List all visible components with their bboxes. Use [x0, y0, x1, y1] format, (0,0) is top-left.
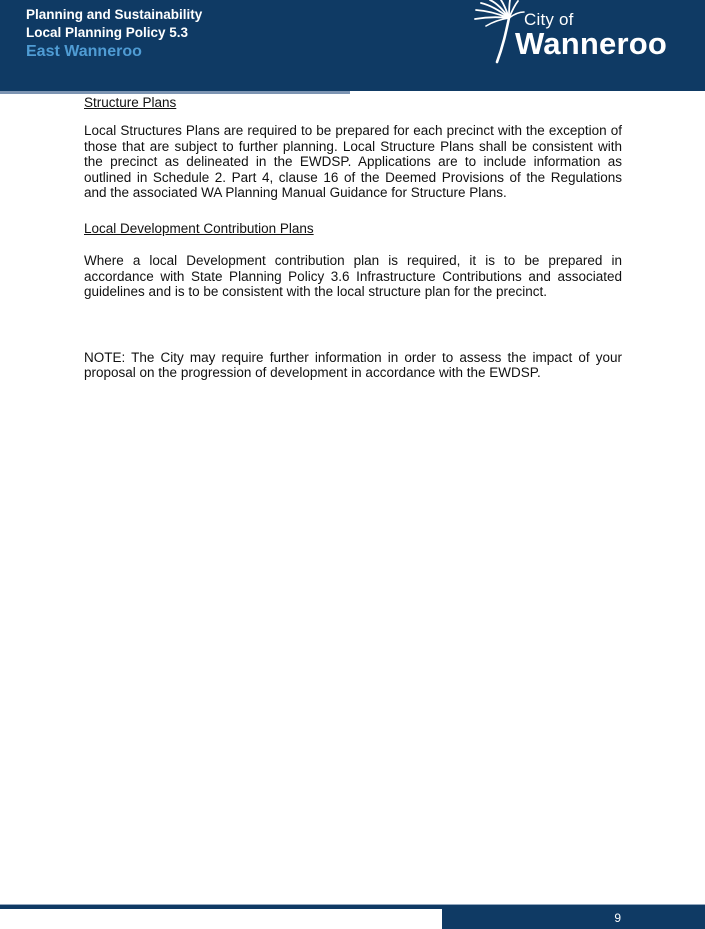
header-accent-strip: [0, 91, 350, 94]
footer-page-number-block: [442, 908, 705, 929]
header-department: Planning and Sustainability: [26, 7, 203, 22]
document-body: [84, 95, 622, 381]
logo-city-of: City of: [524, 10, 574, 29]
header-policy-number: Local Planning Policy 5.3: [26, 25, 189, 40]
note-paragraph: NOTE: The City may require further information in order to assess the impact of your proposal on the progression of development in accordance with the EWDSP.: [84, 349, 622, 381]
section-heading-local-development-contribution-plans: Local Development Contribution Plans: [84, 220, 314, 236]
page-number: 9: [614, 911, 621, 925]
header-title-block: [26, 6, 202, 61]
dcp-paragraph: Where a local Development contribution plan is required, it is to be prepared in accordance with State Planning Policy 3.6 Infrastructure Contributions and associated guidelines and is to be consistent with the local structure plan for the precinct.: [84, 252, 622, 300]
city-of-wanneroo-logo: [467, 0, 697, 75]
section-heading-structure-plans: Structure Plans: [84, 95, 177, 110]
structure-plans-paragraph: Local Structures Plans are required to be prepared for each precinct with the exception of those that are subject to further planning. Local Structure Plans shall be consistent with the precinct as delineated in the EWDSP. Applications are to include information as outlined in Schedule 2. Part 4, clause 16 of the Deemed Provisions of the Regulations and the associated WA Planning Manual Guidance for Structure Plans.: [84, 123, 622, 201]
header-banner: [0, 0, 705, 91]
logo-wanneroo: Wanneroo: [515, 26, 667, 61]
header-policy-name: East Wanneroo: [26, 43, 142, 60]
logo-wordmark: [515, 10, 667, 61]
